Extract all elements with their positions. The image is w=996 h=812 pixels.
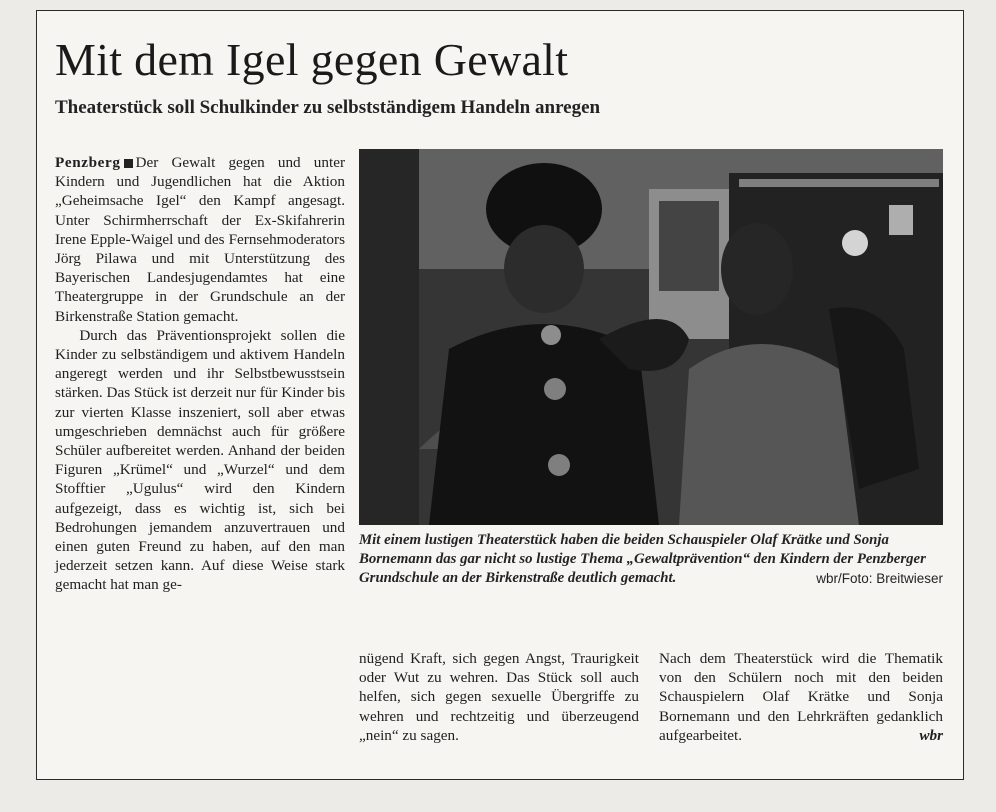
text-column-right xyxy=(659,649,943,745)
dateline-square-icon xyxy=(124,159,133,168)
headline: Mit dem Igel gegen Gewalt xyxy=(55,34,569,85)
author-signature: wbr xyxy=(919,726,943,744)
subheadline: Theaterstück soll Schulkinder zu selbstständigem Handeln anregen xyxy=(55,97,601,118)
newspaper-clipping xyxy=(36,10,964,780)
paragraph-1 xyxy=(55,153,345,326)
photo-caption xyxy=(359,531,943,589)
dateline: Penzberg xyxy=(55,154,121,171)
text-column-middle xyxy=(359,649,639,745)
actors-photo-illustration xyxy=(359,149,943,525)
paragraph-4-text: Nach dem Theaterstück wird die Thematik von den Schülern noch mit den beiden Schauspielern Olaf Krätke und Sonja Bornemann und den Lehrkräften gedanklich aufgearbeitet. xyxy=(659,650,943,744)
article-photo xyxy=(359,149,943,525)
paragraph-2: Durch das Präventionsprojekt sollen die Kinder zu selbständigem und aktivem Handeln angeregt werden und ihr Selbstbewusstsein stärken. Das Stück ist derzeit nur für Kinder bis zur vierten Klasse inszeniert, soll aber etwas umgeschrieben demnächst auch für größere Schüler aufbereitet werden. Anhand der beiden Figuren „Krümel“ und „Wurzel“ und dem Stofftier „Ugulus“ wird den Kindern aufgezeigt, dass es wichtig ist, sich bei Bedrohungen jemandem anzuvertrauen und einen guten Freund zu haben, auf den man jederzeit setzen kann. Auf diese Weise stark gemacht hat man ge- xyxy=(55,326,345,594)
photo-credit: wbr/Foto: Breitwieser xyxy=(816,571,943,587)
paragraph-1-text: Der Gewalt gegen und unter Kindern und Jugendlichen hat die Aktion „Geheimsache Igel“ den Kampf angesagt. Unter Schirmherrschaft der Ex-Skifahrerin Irene Epple-Waigel und des Fernsehmoderators Jörg Pilawa und mit Unterstützung des Bayerischen Landesjugendamtes hat eine Theatergruppe in der Grundschule an der Birkenstraße Station gemacht. xyxy=(55,154,345,325)
text-column-left xyxy=(55,153,345,595)
caption-text: Mit einem lustigen Theaterstück haben die beiden Schauspieler Olaf Krätke und Sonja Bornemann das gar nicht so lustige Thema „Gewaltprävention“ den Kindern der Penzberger Grundschule an der Birkenstraße deutlich gemacht. xyxy=(359,532,926,587)
paragraph-3: nügend Kraft, sich gegen Angst, Traurigkeit oder Wut zu wehren. Das Stück soll auch helfen, sich gegen sexuelle Übergriffe zu wehren und rechtzeitig und überzeugend „nein“ zu sagen. xyxy=(359,650,639,744)
paragraph-4 xyxy=(659,649,943,745)
